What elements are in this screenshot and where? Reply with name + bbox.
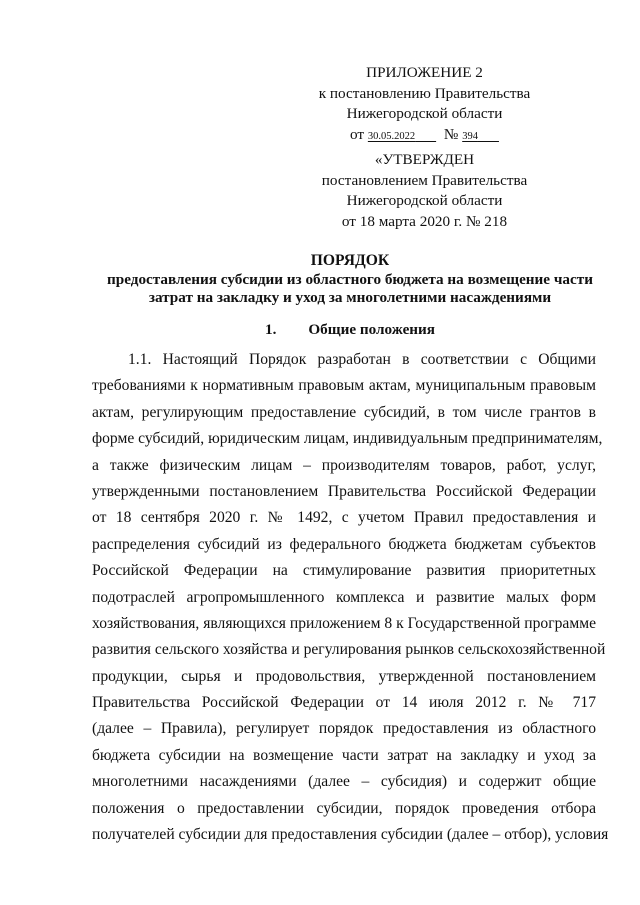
body-line: положения о предоставлении субсидии, порядок проведения отбора — [92, 799, 596, 817]
body-line: 1.1. Настоящий Порядок разработан в соответствии с Общими — [128, 351, 596, 368]
number-value: 394 — [462, 130, 478, 142]
title-main: ПОРЯДОК — [310, 252, 390, 269]
annex-date-number — [292, 125, 557, 148]
body-line: форме субсидий, юридическим лицам, индивидуальным предпринимателям, — [92, 430, 603, 448]
body-line: требованиями к нормативным правовым актам, муниципальным правовым — [92, 377, 596, 395]
body-line: подотраслей агропромышленного комплекса и развитие малых форм — [92, 588, 596, 606]
body-line: утвержденными постановлением Правительства Российской Федерации — [92, 482, 596, 500]
document-title — [70, 252, 630, 308]
title-line-3: затрат на закладку и уход за многолетними насаждениями — [148, 289, 552, 306]
approved-line-2: постановлением Правительства — [321, 171, 528, 189]
title-line-2: предоставления субсидии из областного бюджета на возмещение части — [107, 270, 593, 288]
section-title: Общие положения — [308, 321, 436, 338]
body-line: получателей субсидии для предоставления субсидии (далее – отбор), условия — [92, 826, 609, 844]
annex-line-decree: к постановлению Правительства — [318, 84, 531, 102]
approved-stamp-block — [292, 150, 557, 232]
annex-title: ПРИЛОЖЕНИЕ 2 — [366, 64, 483, 81]
body-line: актам, регулирующим предоставление субсидий, в том числе грантов в — [92, 403, 596, 421]
body-line: (далее – Правила), регулирует порядок предоставления из областного — [92, 720, 596, 738]
annex-line-region: Нижегородской области — [346, 105, 503, 122]
body-line: продукции, сырья и продовольствия, утвержденной постановлением — [92, 667, 596, 685]
date-prefix: от — [350, 125, 365, 143]
section-heading — [70, 321, 630, 339]
body-line: хозяйствования, являющихся приложением 8 к Государственной программе — [92, 614, 596, 632]
body-line: Российской Федерации на стимулирование развития приоритетных — [92, 562, 596, 580]
approved-line-4: от 18 марта 2020 г. № 218 — [341, 212, 508, 230]
body-paragraph — [92, 347, 609, 848]
number-prefix: № — [443, 125, 459, 143]
date-value: 30.05.2022 — [367, 130, 416, 142]
approved-line-1: «УТВЕРЖДЕН — [374, 151, 475, 168]
body-line: а также физическим лицам – производителям товаров, работ, услуг, — [92, 456, 596, 474]
annex-header — [292, 63, 557, 147]
body-line: Правительства Российской Федерации от 14 июля 2012 г. № 717 — [92, 694, 596, 712]
body-line: распределения субсидий из федерального бюджета бюджетам субъектов — [92, 535, 596, 553]
section-number: 1. — [264, 321, 277, 338]
body-line: многолетними насаждениями (далее – субсидия) и содержит общие — [92, 773, 596, 791]
approved-line-3: Нижегородской области — [346, 192, 503, 209]
body-line: развития сельского хозяйства и регулирования рынков сельскохозяйственной — [92, 641, 606, 659]
body-line: от 18 сентября 2020 г. № 1492, с учетом Правил предоставления и — [92, 509, 596, 527]
body-line: бюджета субсидии на возмещение части затрат на закладку и уход за — [92, 746, 596, 764]
